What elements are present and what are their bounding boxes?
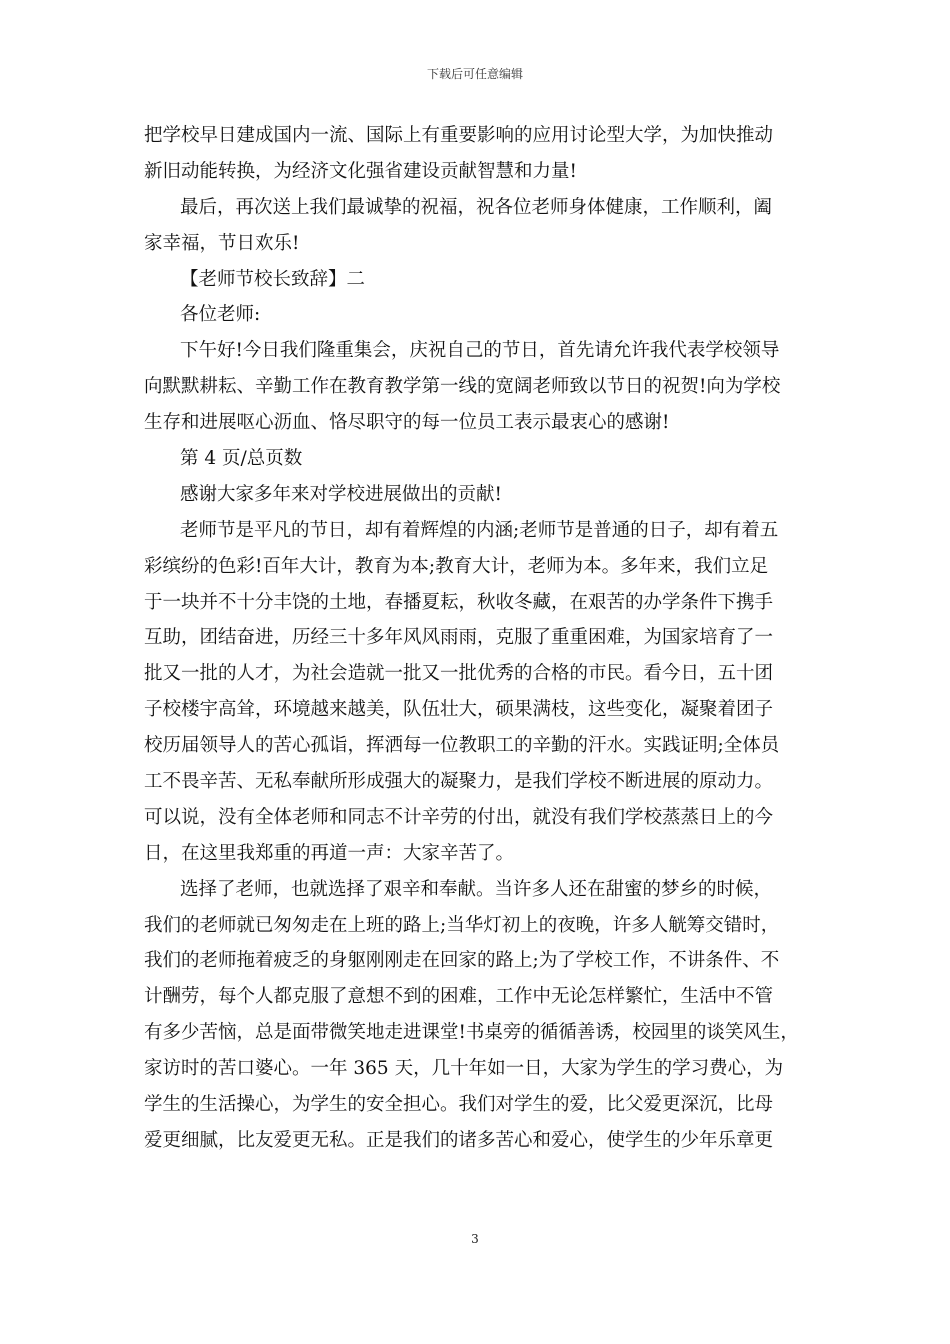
text-line: 校历届领导人的苦心孤诣，挥洒每一位教职工的辛勤的汗水。实践证明;全体员 — [144, 735, 780, 757]
text-line: 日，在这里我郑重的再道一声：大家辛苦了。 — [144, 842, 515, 864]
text-line: 计酬劳，每个人都克服了意想不到的困难，工作中无论怎样繁忙，生活中不管 — [144, 986, 774, 1008]
text-line: 【老师节校长致辞】二 — [180, 268, 366, 290]
text-line: 各位老师: — [180, 304, 261, 326]
text-line: 互助，团结奋进，历经三十多年风风雨雨，克服了重重困难，为国家培育了一 — [144, 627, 774, 649]
text-line: 学生的生活操心，为学生的安全担心。我们对学生的爱，比父爱更深沉，比母 — [144, 1094, 774, 1116]
text-line: 爱更细腻，比友爱更无私。正是我们的诸多苦心和爱心，使学生的少年乐章更 — [144, 1129, 774, 1151]
text-line: 我们的老师就已匆匆走在上班的路上;当华灯初上的夜晚，许多人觥筹交错时， — [144, 914, 780, 936]
text-line: 我们的老师拖着疲乏的身躯刚刚走在回家的路上;为了学校工作，不讲条件、不 — [144, 950, 780, 972]
text-line: 第 4 页/总页数 — [180, 448, 303, 470]
text-line: 家幸福，节日欢乐! — [144, 232, 300, 254]
text-line: 生存和进展呕心沥血、恪尽职守的每一位员工表示最衷心的感谢! — [144, 412, 670, 434]
text-line: 向默默耕耘、辛勤工作在教育教学第一线的宽阔老师致以节日的祝贺!向为学校 — [144, 376, 781, 398]
text-line: 下午好!今日我们隆重集会，庆祝自己的节日，首先请允许我代表学校领导 — [180, 340, 780, 362]
text-line: 选择了老师，也就选择了艰辛和奉献。当许多人还在甜蜜的梦乡的时候， — [180, 878, 773, 900]
page-number: 3 — [471, 1232, 479, 1246]
document-body — [144, 118, 814, 1159]
text-line: 感谢大家多年来对学校进展做出的贡献! — [180, 483, 502, 505]
text-line: 新旧动能转换，为经济文化强省建设贡献智慧和力量! — [144, 160, 577, 182]
text-line: 于一块并不十分丰饶的土地，春播夏耘，秋收冬藏，在艰苦的办学条件下携手 — [144, 591, 774, 613]
text-line: 老师节是平凡的节日，却有着辉煌的内涵;老师节是普通的日子，却有着五 — [180, 519, 779, 541]
text-line: 彩缤纷的色彩!百年大计，教育为本;教育大计，老师为本。多年来，我们立足 — [144, 555, 769, 577]
text-line: 最后，再次送上我们最诚挚的祝福，祝各位老师身体健康，工作顺利，阖 — [180, 196, 773, 218]
text-line: 把学校早日建成国内一流、国际上有重要影响的应用讨论型大学，为加快推动 — [144, 125, 774, 146]
text-line: 工不畏辛苦、无私奉献所形成强大的凝聚力，是我们学校不断进展的原动力。 — [144, 771, 774, 793]
text-line: 批又一批的人才，为社会造就一批又一批优秀的合格的市民。看今日，五十团 — [144, 663, 774, 685]
text-line: 子校楼宇高耸，环境越来越美，队伍壮大，硕果满枝，这些变化，凝聚着团子 — [144, 699, 774, 721]
text-line: 家访时的苦口婆心。一年 365 天，几十年如一日，大家为学生的学习费心，为 — [144, 1058, 784, 1080]
page-header: 下载后可任意编辑 — [426, 67, 523, 81]
text-line: 可以说，没有全体老师和同志不计辛劳的付出，就没有我们学校蒸蒸日上的今 — [144, 806, 774, 828]
text-line: 有多少苦恼，总是面带微笑地走进课堂!书桌旁的循循善诱，校园里的谈笑风生， — [144, 1022, 799, 1044]
